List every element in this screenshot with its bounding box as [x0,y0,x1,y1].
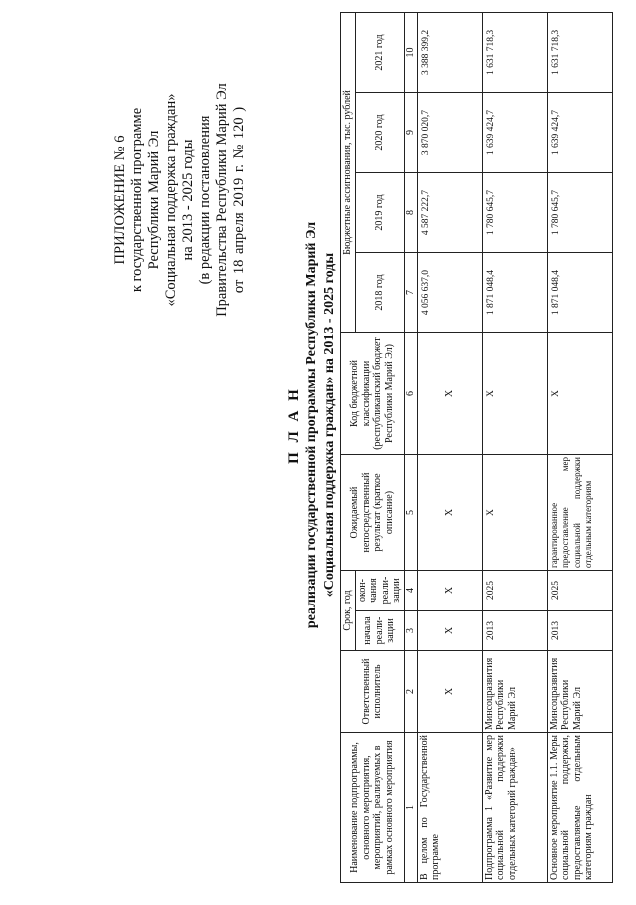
column-number: 9 [404,93,417,173]
column-number: 6 [404,333,417,455]
column-number: 2 [404,651,417,733]
row-executor: Минсоцразвития Республики Марий Эл [482,651,547,733]
row-code: X [482,333,547,455]
appendix-line: Правительства Республики Марий Эл [214,83,230,317]
plan-heading: П Л А Н [286,386,302,464]
document-title [285,35,339,815]
row-executor: Минсоцразвития Республики Марий Эл [547,651,612,733]
row-code: X [417,333,482,455]
row-value-2020: 1 639 424,7 [482,93,547,173]
row-value-2020: 1 639 424,7 [547,93,612,173]
header-term-start: начала реали-зации [355,611,404,651]
appendix-line: от 18 апреля 2019 г. № 120 ) [231,106,247,294]
row-value-2020: 3 870 020,7 [417,93,482,173]
row-start: 2013 [482,611,547,651]
row-result: X [417,455,482,571]
column-number: 4 [404,571,417,611]
header-term-end: окон-чания реали-зации [355,571,404,611]
plan-subtitle-line-1: реализации государственной программы Республики Марий Эл [304,221,319,629]
header-name: Наименование подпрограммы, основного мероприятия, мероприятий, реализуемых в рамках основного мероприятия [341,733,405,883]
row-end: X [417,571,482,611]
row-value-2021: 1 631 718,3 [482,12,547,92]
appendix-line: к государственной программе [129,107,145,293]
row-name: Подпрограмма 1 «Развитие мер социальной поддержки отдельных категорий граждан» [482,733,547,883]
row-value-2018: 1 871 048,4 [547,253,612,333]
header-year-2018: 2018 год [355,253,404,333]
row-executor: X [417,651,482,733]
header-year-2019: 2019 год [355,173,404,253]
row-name: В целом по Государственной программе [417,733,482,883]
plan-subtitle-line-2: «Социальная поддержка граждан» на 2013 - 2025 годы [322,252,337,598]
row-value-2021: 1 631 718,3 [547,12,612,92]
header-executor: Ответственный исполнитель [341,651,405,733]
header-year-2021: 2021 год [355,12,404,92]
appendix-line: Республики Марий Эл [146,130,162,270]
row-start: X [417,611,482,651]
header-result: Ожидаемый непосредственный результат (краткое описание) [341,455,405,571]
header-term: Срок, год [341,571,356,651]
row-end: 2025 [482,571,547,611]
column-number: 8 [404,173,417,253]
column-number: 3 [404,611,417,651]
row-result: гарантированное предоставление мер социальной поддержки отдельным категориям [547,455,612,571]
table-row [547,12,612,882]
row-start: 2013 [547,611,612,651]
column-number: 1 [404,733,417,883]
row-end: 2025 [547,571,612,611]
plan-table [340,12,613,883]
table-row [482,12,547,882]
column-number: 10 [404,12,417,92]
appendix-line: «Социальная поддержка граждан» [163,93,179,307]
row-value-2018: 1 871 048,4 [482,253,547,333]
row-value-2021: 3 388 399,2 [417,12,482,92]
row-code: X [547,333,612,455]
row-name: Основное мероприятие 1.1. Меры социальной поддержки, предоставляемые отдельным категориям граждан [547,733,612,883]
appendix-line: ПРИЛОЖЕНИЕ № 6 [112,135,128,265]
appendix-header [112,55,248,345]
appendix-line: (в редакции постановления [197,115,213,285]
row-value-2018: 4 056 637,0 [417,253,482,333]
appendix-line: на 2013 - 2025 годы [180,139,196,261]
header-year-2020: 2020 год [355,93,404,173]
row-value-2019: 4 587 222,7 [417,173,482,253]
row-result: X [482,455,547,571]
column-number: 7 [404,253,417,333]
header-budget: Бюджетные ассигнования, тыс. рублей [341,12,356,332]
header-code: Код бюджетной классификации (республиканский бюджет Республики Марий Эл) [341,333,405,455]
table-row [417,12,482,882]
column-number: 5 [404,455,417,571]
column-number-row [404,12,417,882]
row-value-2019: 1 780 645,7 [547,173,612,253]
row-value-2019: 1 780 645,7 [482,173,547,253]
